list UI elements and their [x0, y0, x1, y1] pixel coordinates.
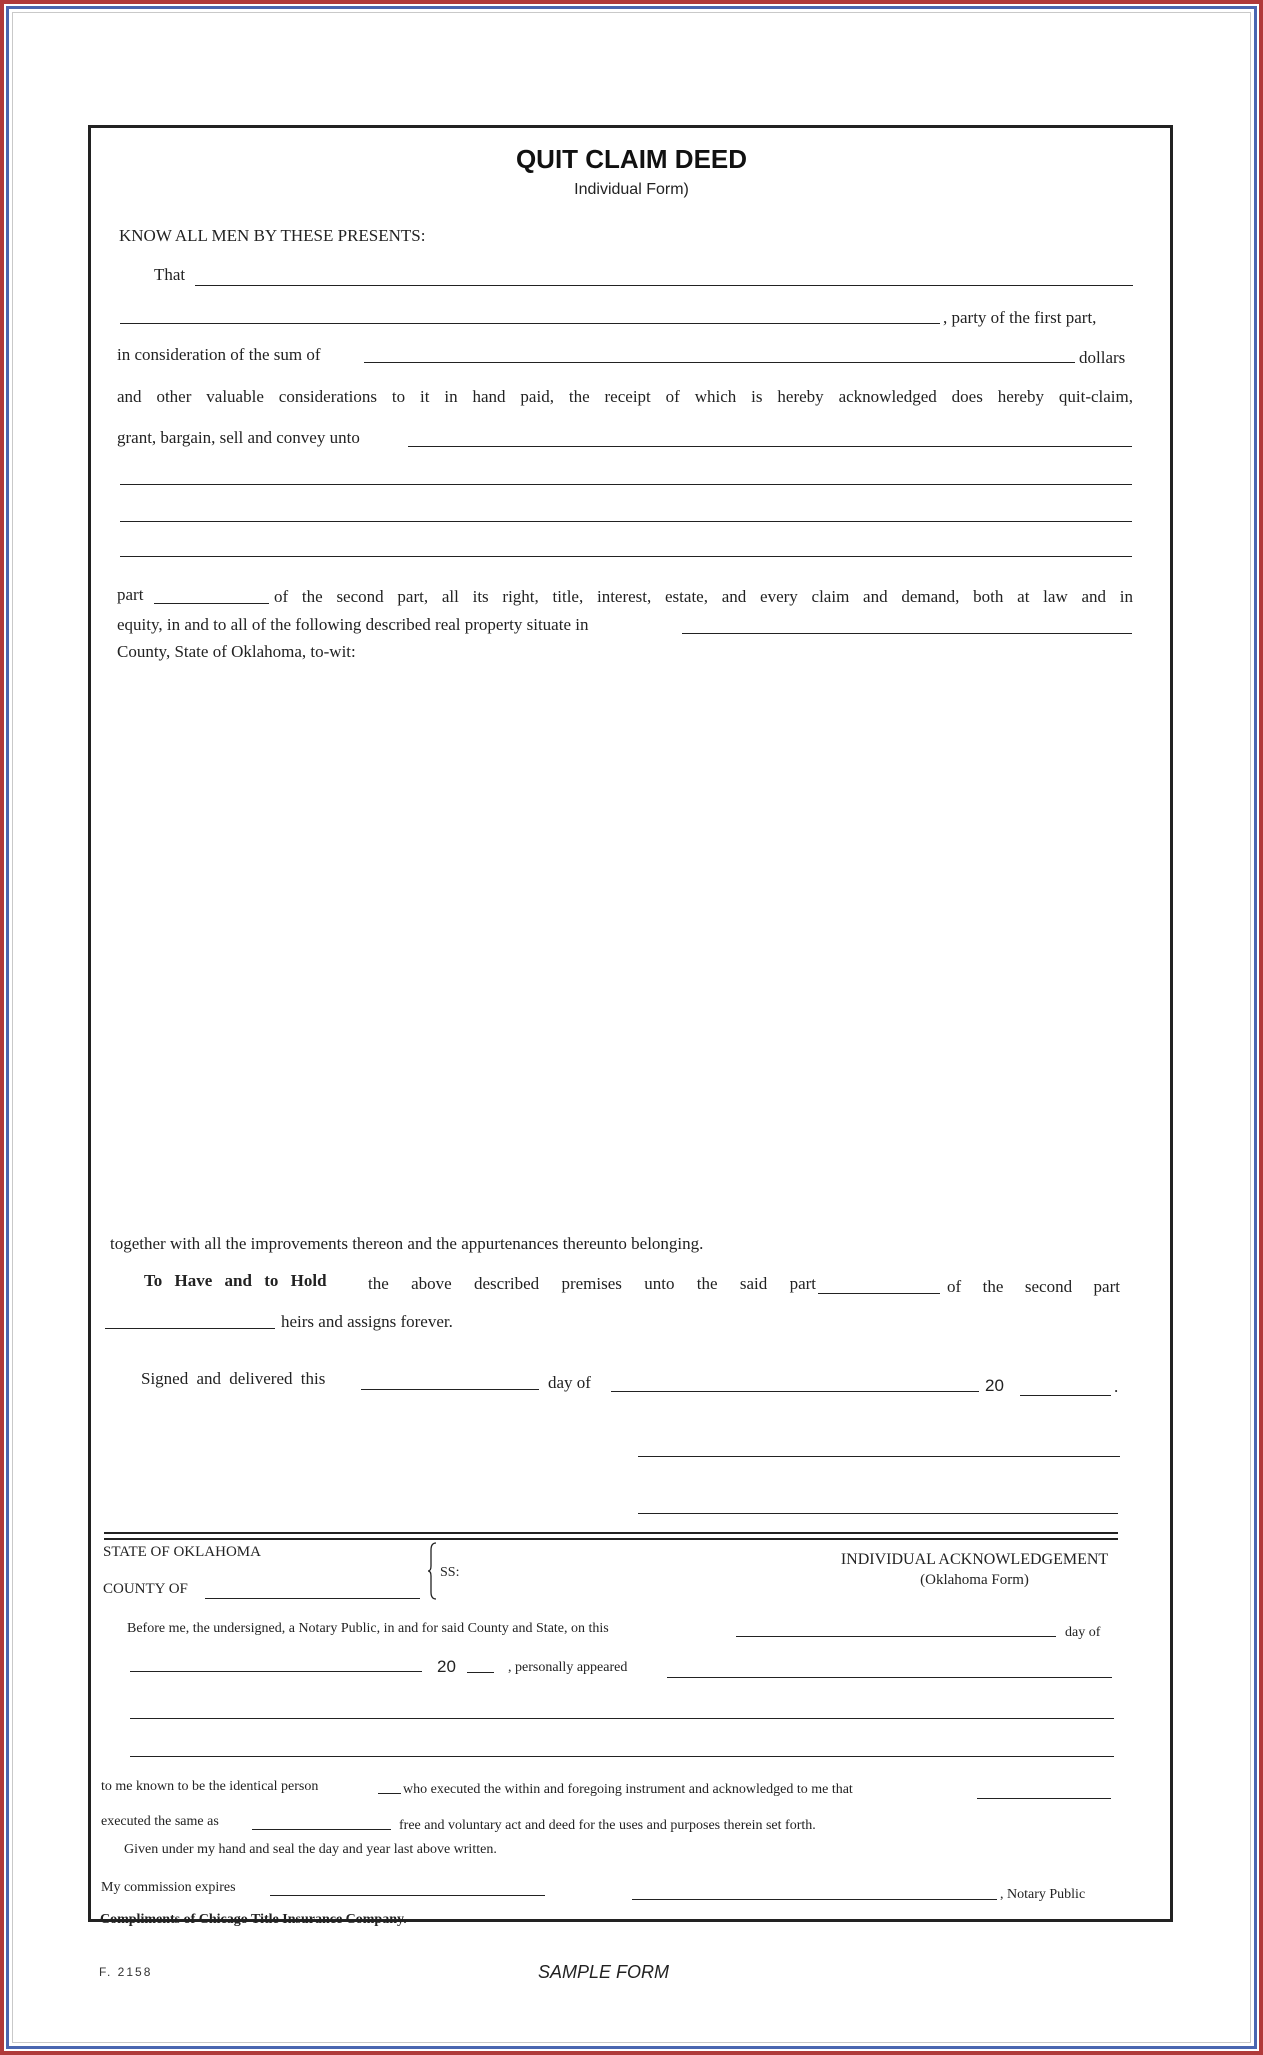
heirs-blank-line[interactable] [105, 1328, 275, 1329]
notary-public-text: , Notary Public [1000, 1887, 1086, 1902]
signature-line-1[interactable] [638, 1456, 1120, 1457]
year-prefix: 20 [985, 1376, 1004, 1395]
grantor-name-line[interactable] [195, 285, 1133, 286]
valuable-considerations-text: and other valuable considerations to it in hand paid, the receipt of which is hereby acknowledged does hereby quit-claim, [117, 387, 1133, 406]
commission-line[interactable] [270, 1895, 545, 1896]
part-blank-line[interactable] [154, 603, 269, 604]
county-blank-line[interactable] [682, 633, 1132, 634]
part-label: part [117, 585, 144, 604]
ack-year-prefix: 20 [437, 1657, 456, 1676]
free-voluntary-text: free and voluntary act and deed for the uses and purposes therein set forth. [399, 1818, 816, 1833]
state-label: STATE OF OKLAHOMA [103, 1544, 261, 1560]
ack-subtitle: (Oklahoma Form) [920, 1572, 1029, 1588]
ack-year-line[interactable] [467, 1672, 494, 1673]
ack-day-of-text: day of [1065, 1625, 1101, 1640]
county-state-text: County, State of Oklahoma, to-wit: [117, 642, 356, 661]
appeared-name-line-2[interactable] [130, 1718, 1114, 1719]
ack-day-line[interactable] [736, 1636, 1056, 1637]
signature-line-2[interactable] [638, 1513, 1118, 1514]
of-second-part-text: of the second part [947, 1277, 1120, 1296]
form-subtitle: Individual Form) [574, 181, 689, 198]
who-executed-text: who executed the within and foregoing instrument and acknowledged to me that [403, 1782, 853, 1797]
personally-appeared-text: , personally appeared [508, 1660, 628, 1675]
person-blank-line[interactable] [378, 1793, 401, 1794]
to-have-text: To Have and to Hold [144, 1271, 327, 1290]
brace-icon [428, 1542, 438, 1600]
county-line[interactable] [205, 1598, 420, 1599]
form-code: F. 2158 [99, 1965, 153, 1979]
acknowledged-blank-line[interactable] [977, 1798, 1111, 1799]
equity-text: equity, in and to all of the following described real property situate in [117, 615, 589, 634]
given-under-text: Given under my hand and seal the day and year last above written. [124, 1842, 497, 1857]
day-of-text: day of [548, 1373, 591, 1392]
consideration-text: in consideration of the sum of [117, 345, 321, 364]
that-label: That [154, 265, 186, 284]
signed-text: Signed and delivered this [141, 1369, 326, 1388]
period-text: . [1114, 1377, 1119, 1396]
sample-form-label: SAMPLE FORM [538, 1962, 670, 1982]
party-first-text: , party of the first part, [943, 308, 1097, 327]
known-person-text: to me known to be the identical person [101, 1779, 319, 1794]
premises-text: the above described premises unto the said part [368, 1274, 816, 1293]
executed-blank-line[interactable] [252, 1829, 391, 1830]
second-part-text: of the second part, all its right, title, interest, estate, and every claim and demand, both at law and in [274, 587, 1133, 606]
compliments-text: Compliments of Chicago Title Insurance Company. [100, 1912, 407, 1927]
executed-same-text: executed the same as [101, 1814, 219, 1829]
commission-text: My commission expires [101, 1880, 236, 1895]
ss-label: SS: [440, 1565, 460, 1580]
before-me-text: Before me, the undersigned, a Notary Public, in and for said County and State, on this [127, 1621, 609, 1636]
part-blank-line-2[interactable] [818, 1293, 940, 1294]
form-title: QUIT CLAIM DEED [515, 144, 748, 174]
grantee-line-4[interactable] [120, 556, 1132, 557]
dollars-text: dollars [1079, 348, 1126, 367]
section-divider-top [104, 1532, 1118, 1534]
notary-signature-line[interactable] [632, 1899, 997, 1900]
heirs-text: heirs and assigns forever. [281, 1312, 453, 1331]
signed-month-line[interactable] [611, 1391, 979, 1392]
know-all-text: KNOW ALL MEN BY THESE PRESENTS: [119, 226, 426, 245]
ack-month-line[interactable] [130, 1671, 422, 1672]
section-divider-bottom [104, 1538, 1118, 1540]
county-label: COUNTY OF [103, 1581, 188, 1597]
grantee-line-3[interactable] [120, 521, 1132, 522]
signed-day-line[interactable] [361, 1389, 539, 1390]
sum-line[interactable] [364, 362, 1075, 363]
grantee-line-2[interactable] [120, 484, 1132, 485]
appeared-name-line[interactable] [667, 1677, 1112, 1678]
appeared-name-line-3[interactable] [130, 1756, 1114, 1757]
grantee-line[interactable] [408, 446, 1132, 447]
grantor-name-line-2[interactable] [120, 323, 940, 324]
together-text: together with all the improvements thereon and the appurtenances thereunto belonging. [110, 1234, 704, 1253]
grant-text: grant, bargain, sell and convey unto [117, 428, 360, 447]
ack-title: INDIVIDUAL ACKNOWLEDGEMENT [840, 1551, 1109, 1568]
year-line[interactable] [1020, 1395, 1111, 1396]
